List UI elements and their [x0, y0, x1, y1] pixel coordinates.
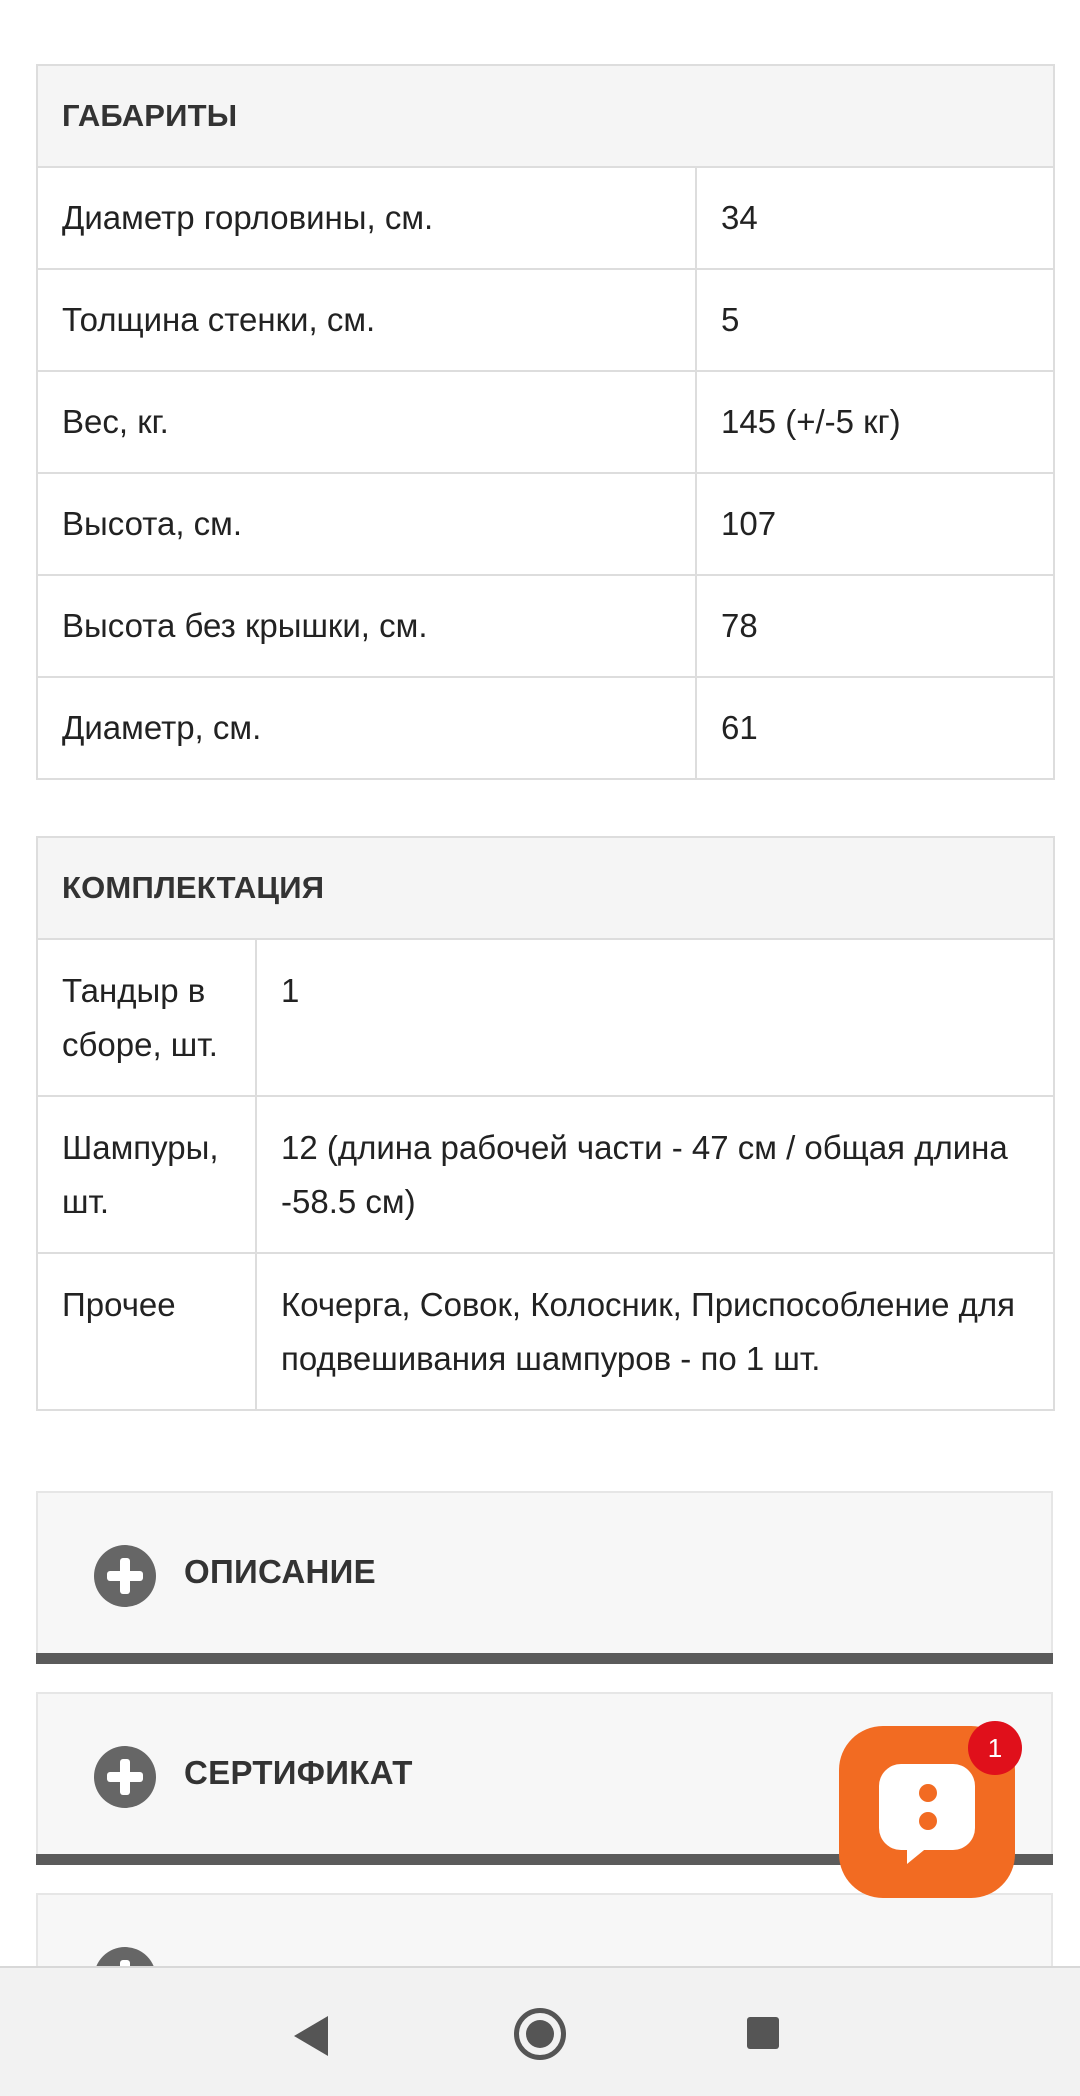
kit-label: Тандыр в сборе, шт. [37, 939, 256, 1096]
plus-circle-icon [94, 1545, 156, 1607]
accordion-label: СЕРТИФИКАТ [184, 1754, 413, 1791]
spec-label: Диаметр горловины, см. [37, 167, 696, 269]
kit-label: Шампуры, шт. [37, 1096, 256, 1253]
table-row [37, 575, 1054, 677]
dimensions-heading: ГАБАРИТЫ [37, 65, 1054, 167]
kit-value: Кочерга, Совок, Колосник, Приспособление для подвешивания шампуров - по 1 шт. [256, 1253, 1054, 1410]
table-row [37, 677, 1054, 779]
spec-label: Диаметр, см. [37, 677, 696, 779]
kit-heading: КОМПЛЕКТАЦИЯ [37, 837, 1054, 939]
accordion-divider [36, 1653, 1053, 1664]
spec-value: 145 (+/-5 кг) [696, 371, 1054, 473]
spec-value: 107 [696, 473, 1054, 575]
table-row [37, 939, 1054, 1096]
spec-label: Высота без крышки, см. [37, 575, 696, 677]
spec-label: Вес, кг. [37, 371, 696, 473]
table-row [37, 167, 1054, 269]
kit-label: Прочее [37, 1253, 256, 1410]
table-row [37, 269, 1054, 371]
spec-value: 34 [696, 167, 1054, 269]
kit-table [36, 836, 1055, 1411]
table-row [37, 473, 1054, 575]
spec-value: 5 [696, 269, 1054, 371]
back-triangle-icon[interactable] [294, 2016, 328, 2056]
accordion-description[interactable] [36, 1491, 1053, 1664]
table-row [37, 1096, 1054, 1253]
plus-circle-icon [94, 1746, 156, 1808]
chat-bubble-icon [879, 1764, 975, 1850]
recent-apps-square-icon[interactable] [747, 2017, 779, 2049]
spec-value: 78 [696, 575, 1054, 677]
kit-value: 1 [256, 939, 1054, 1096]
dimensions-table [36, 64, 1055, 780]
spec-label: Толщина стенки, см. [37, 269, 696, 371]
table-row [37, 1253, 1054, 1410]
system-navigation-bar [0, 1966, 1080, 2096]
accordion-label: ОПИСАНИЕ [184, 1553, 376, 1590]
spec-label: Высота, см. [37, 473, 696, 575]
spec-value: 61 [696, 677, 1054, 779]
chat-unread-badge: 1 [968, 1721, 1022, 1775]
table-row [37, 371, 1054, 473]
kit-value: 12 (длина рабочей части - 47 см / общая длина -58.5 см) [256, 1096, 1054, 1253]
home-circle-icon[interactable] [514, 2008, 566, 2060]
